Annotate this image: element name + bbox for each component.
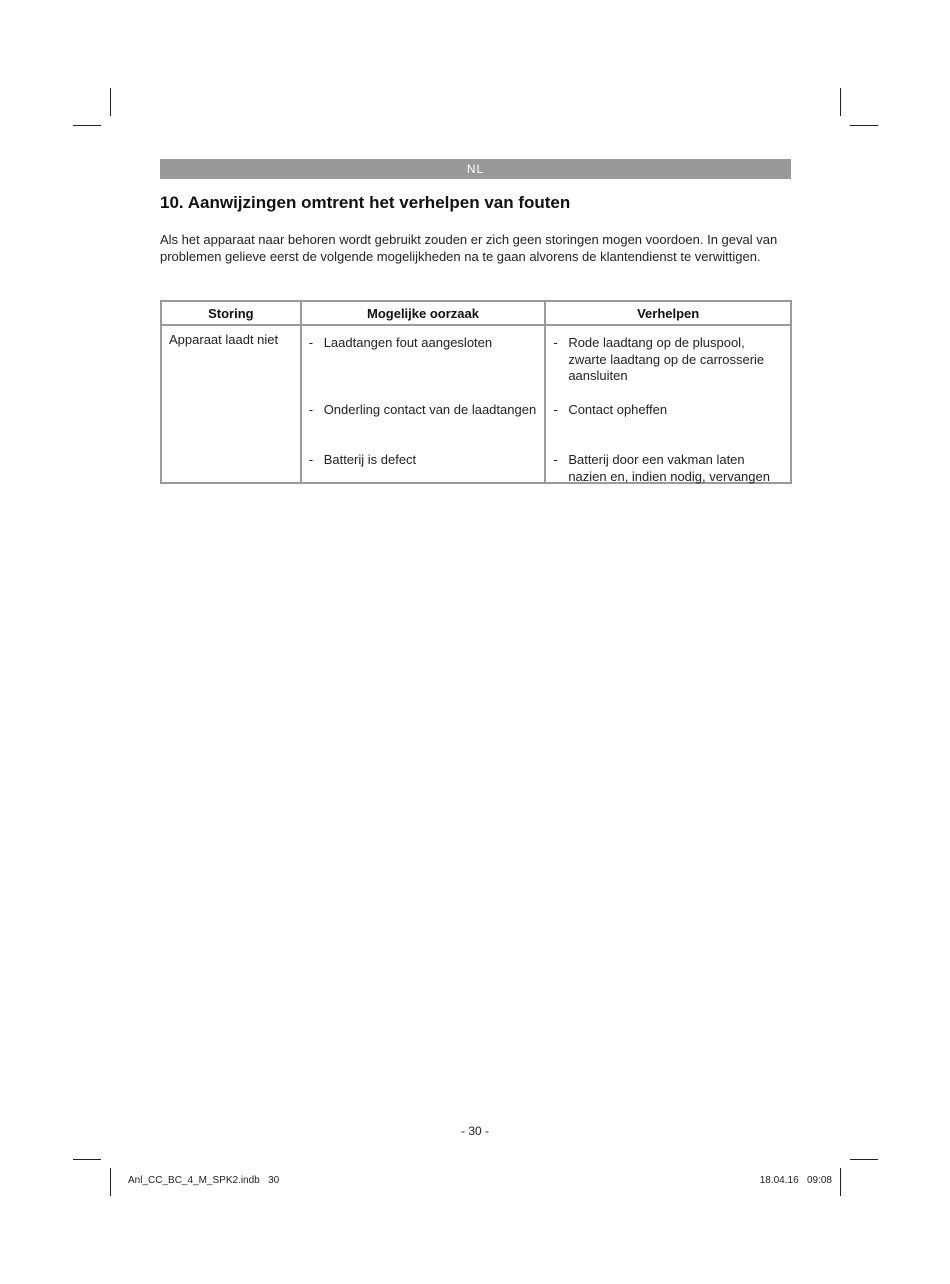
remedy-text: Batterij door een vakman laten nazien en, indien nodig, vervangen [568,452,770,484]
header-mogelijke-oorzaak: Mogelijke oorzaak [301,301,546,325]
cause-text: Laadtangen fout aangesloten [323,335,493,350]
bullet-dash: - [553,452,558,467]
section-title: 10. Aanwijzingen omtrent het verhelpen van fouten [160,193,571,212]
list-item [309,452,538,469]
list-item [553,335,783,385]
cell-verhelpen [545,325,791,483]
storing-text: Apparaat laadt niet [169,332,279,347]
crop-mark-top-right-horizontal [850,125,878,126]
bullet-dash: - [553,335,558,350]
intro-paragraph: Als het apparaat naar behoren wordt gebruikt zouden er zich geen storingen mogen voordoen. In geval van problemen gelieve eerst de volgende mogelijkheden na te gaan alvorens de klantendienst te verwittigen. [160,232,778,264]
crop-mark-bottom-right-vertical [840,1168,841,1196]
list-item [553,402,783,419]
crop-mark-bottom-left-horizontal [73,1159,101,1160]
bullet-dash: - [308,402,314,417]
crop-mark-top-left-vertical [110,88,111,116]
remedy-text: Contact opheffen [568,402,668,417]
header-verhelpen: Verhelpen [545,301,791,325]
language-label: NL [466,162,485,176]
table-header-row [161,301,791,325]
bullet-dash: - [308,335,314,350]
cell-storing [161,325,301,483]
table-row [161,325,791,483]
header-storing: Storing [161,301,301,325]
timestamp-slug: 18.04.16 09:08 [759,1175,832,1186]
page-number: - 30 - [460,1124,489,1138]
troubleshooting-table [160,300,792,484]
crop-mark-top-left-horizontal [73,125,101,126]
list-item [309,402,538,419]
remedy-text: Rode laadtang op de pluspool, zwarte laadtang op de carrosserie aansluiten [568,335,765,383]
crop-mark-bottom-right-horizontal [850,1159,878,1160]
crop-mark-top-right-vertical [840,88,841,116]
bullet-dash: - [308,452,314,467]
list-item [309,335,538,352]
list-item [553,452,783,485]
language-header-bar [160,159,791,179]
bullet-dash: - [553,402,558,417]
cause-text: Batterij is defect [323,452,417,467]
cause-text: Onderling contact van de laadtangen [323,402,537,417]
file-name-slug: Anl_CC_BC_4_M_SPK2.indb 30 [128,1175,280,1186]
crop-mark-bottom-left-vertical [110,1168,111,1196]
cell-oorzaak [301,325,546,483]
